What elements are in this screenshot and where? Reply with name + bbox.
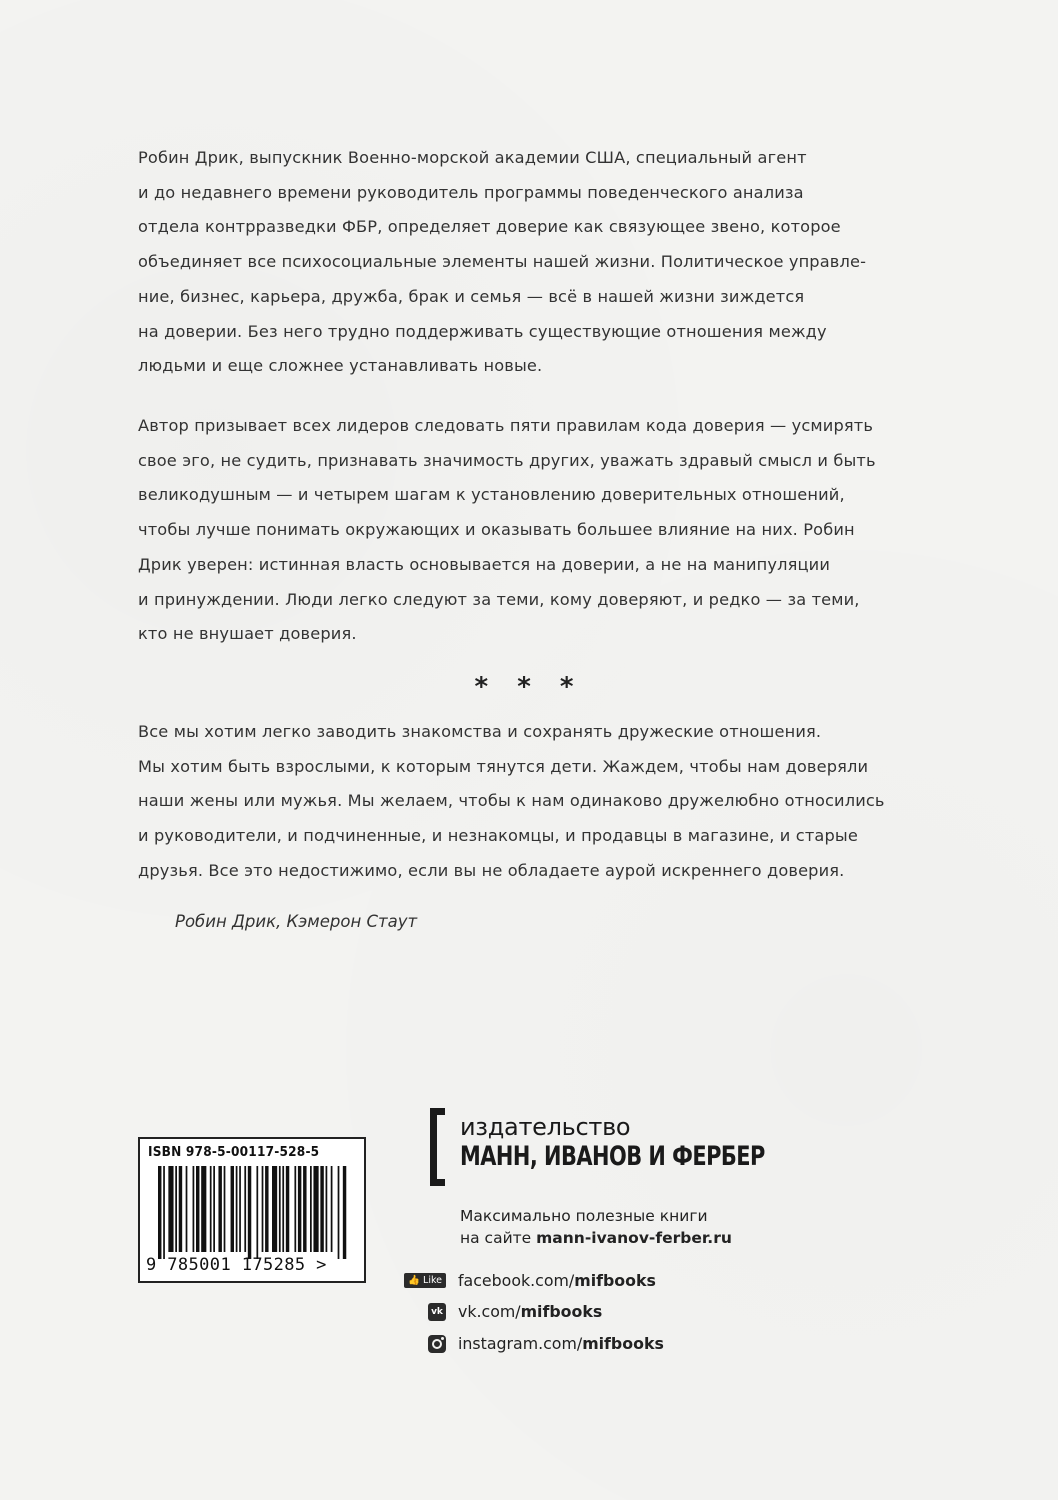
barcode-bar <box>338 1166 340 1259</box>
text-line: наши жены или мужья. Мы желаем, чтобы к нам одинаково дружелюбно относились <box>138 791 885 811</box>
barcode-bar <box>265 1166 268 1252</box>
barcode-bar <box>193 1166 195 1252</box>
barcode-bar <box>163 1166 165 1259</box>
text-line: людьми и еще сложнее устанавливать новые. <box>138 356 543 376</box>
text-line: Все мы хотим легко заводить знакомства и сохранять дружеские отношения. <box>138 722 822 741</box>
text-line: кто не внушает доверия. <box>138 624 357 644</box>
barcode-bar <box>158 1166 161 1259</box>
barcode-bar <box>310 1166 312 1252</box>
author-signature: Робин Дрик, Кэмерон Стаут <box>175 912 418 931</box>
text-line: объединяет все психосоциальные элементы нашей жизни. Политическое управле- <box>138 252 867 272</box>
barcode-bar <box>196 1166 199 1252</box>
barcode-bar <box>331 1166 333 1252</box>
isbn-barcode <box>138 1137 366 1283</box>
isbn-number: ISBN 978-5-00117-528-5 <box>148 1144 320 1160</box>
publisher-bracket-icon <box>430 1108 445 1186</box>
barcode-bar <box>210 1166 212 1252</box>
barcode-bar <box>175 1166 177 1252</box>
barcode-bar <box>313 1166 318 1252</box>
barcode-bar <box>224 1166 226 1252</box>
barcode-bar <box>244 1166 246 1252</box>
barcode-bar <box>286 1166 289 1252</box>
instagram-link[interactable]: instagram.com/mifbooks <box>458 1334 664 1353</box>
barcode-bar <box>272 1166 277 1252</box>
text-line: великодушным — и четырем шагам к установлению доверительных отношений, <box>138 485 845 505</box>
text-line: Мы хотим быть взрослыми, к которым тянутся дети. Жаждем, чтобы нам доверяли <box>138 756 869 776</box>
publisher-tagline <box>460 1205 732 1249</box>
text-line: Автор призывает всех лидеров следовать пяти правилам кода доверия — усмирять <box>138 416 874 435</box>
barcode-bar <box>186 1166 188 1252</box>
vk-link[interactable]: vk.com/mifbooks <box>458 1302 603 1321</box>
social-facebook[interactable] <box>400 1271 656 1290</box>
barcode-bar <box>320 1166 323 1252</box>
annotation-paragraph-3 <box>138 715 898 889</box>
barcode-bar <box>262 1166 264 1252</box>
barcode-bar <box>279 1166 281 1252</box>
text-line: и до недавнего времени руководитель программы поведенческого анализа <box>138 182 804 202</box>
barcode-bar <box>179 1166 182 1252</box>
barcode-bar <box>231 1166 234 1252</box>
barcode-bar <box>256 1166 258 1259</box>
barcode-bar <box>168 1166 173 1252</box>
text-line: Дрик уверен: истинная власть основывается на доверии, а не на манипуляции <box>138 554 831 574</box>
barcode-bar <box>248 1166 251 1259</box>
publisher-label: издательство <box>460 1113 631 1141</box>
text-line: отдела контрразведки ФБР, определяет доверие как связующее звено, которое <box>138 217 841 237</box>
barcode-bar <box>282 1166 284 1252</box>
barcode-bar <box>218 1166 221 1252</box>
barcode-bar <box>239 1166 241 1252</box>
barcode-bar <box>326 1166 328 1252</box>
barcode-bar <box>343 1166 346 1259</box>
instagram-icon <box>428 1335 446 1353</box>
social-vk[interactable] <box>400 1302 602 1321</box>
text-line: и принуждении. Люди легко следуют за теми, кому доверяют, и редко — за теми, <box>138 589 860 609</box>
tagline-prefix: на сайте <box>460 1229 537 1247</box>
barcode-bars <box>158 1166 348 1259</box>
barcode-bar <box>298 1166 301 1252</box>
facebook-link[interactable]: facebook.com/mifbooks <box>458 1271 656 1290</box>
barcode-bar <box>213 1166 215 1252</box>
text-line: Робин Дрик, выпускник Военно-морской академии США, специальный агент <box>138 148 807 167</box>
barcode-digits: 9 785001 175285 > <box>146 1255 327 1275</box>
tagline-line-1: Максимально полезные книги <box>460 1207 708 1225</box>
annotation-paragraph-1 <box>138 141 898 384</box>
barcode-bar <box>303 1166 306 1252</box>
section-separator: * * * <box>474 672 584 702</box>
barcode-bar <box>294 1166 296 1252</box>
barcode-bar <box>201 1166 206 1252</box>
tagline-line-2 <box>460 1227 732 1249</box>
facebook-like-icon: 👍 Like <box>404 1273 446 1288</box>
text-line: чтобы лучше понимать окружающих и оказывать большее влияние на них. Робин <box>138 520 855 540</box>
annotation-paragraph-2 <box>138 409 898 652</box>
social-instagram[interactable] <box>400 1334 664 1353</box>
text-line: ние, бизнес, карьера, дружба, брак и семья — всё в нашей жизни зиждется <box>138 286 805 306</box>
vk-icon: vk <box>428 1303 446 1321</box>
publisher-name: МАНН, ИВАНОВ И ФЕРБЕР <box>460 1141 765 1172</box>
text-line: на доверии. Без него трудно поддерживать существующие отношения между <box>138 321 827 341</box>
barcode-bar <box>236 1166 238 1252</box>
text-line: и руководители, и подчиненные, и незнакомцы, и продавцы в магазине, и старые <box>138 826 858 846</box>
text-line: друзья. Все это недостижимо, если вы не обладаете аурой искреннего доверия. <box>138 860 845 880</box>
publisher-site-link[interactable]: mann-ivanov-ferber.ru <box>536 1229 732 1247</box>
text-line: свое эго, не судить, признавать значимость других, уважать здравый смысл и быть <box>138 450 876 470</box>
